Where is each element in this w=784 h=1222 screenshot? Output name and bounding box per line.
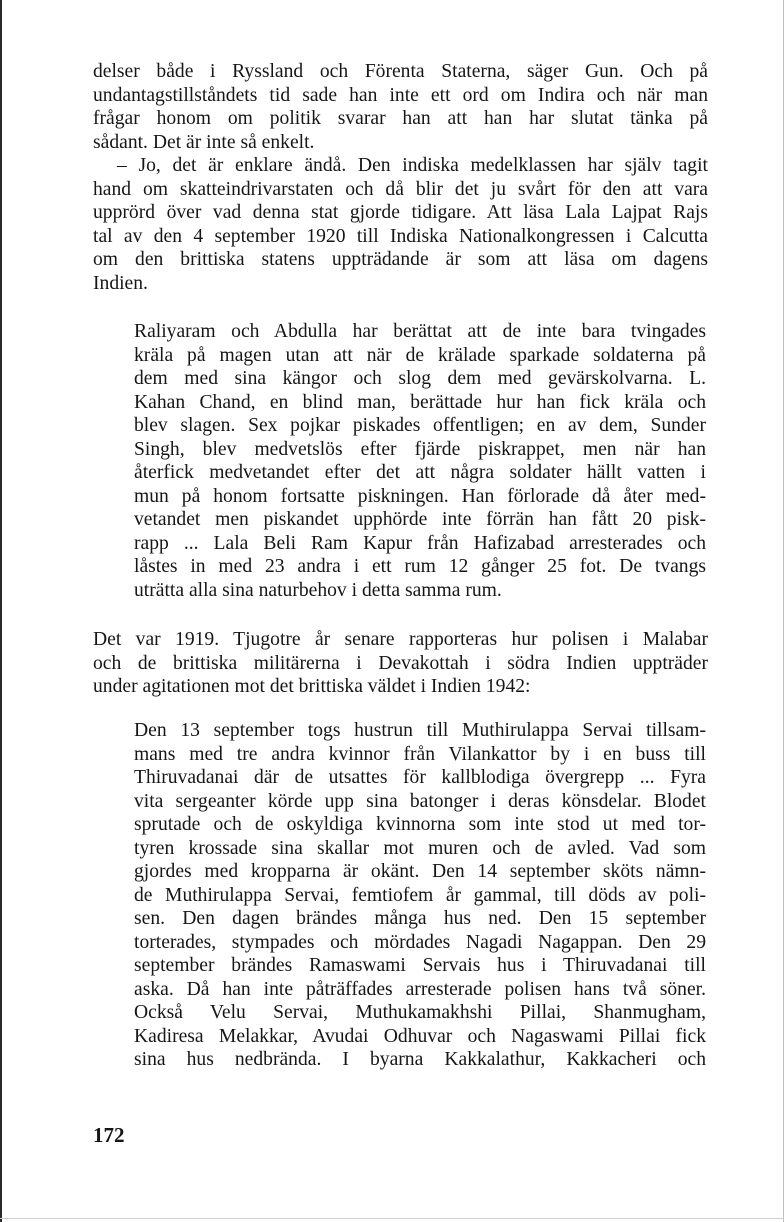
paragraph-2 [93,154,708,295]
text-line: hand om skatteindrivarstaten och då blir det ju svårt för den att vara [93,178,708,200]
text-line: mun på honom fortsatte piskningen. Han förlorade då åter med- [134,485,706,507]
text-line: Indien. [93,272,148,294]
text-line: de Muthirulappa Servai, femtiofem år gammal, till döds av poli- [134,884,706,906]
text-line: sådant. Det är inte så enkelt. [93,131,315,153]
text-line: sen. Den dagen brändes många hus ned. Den 15 september [134,908,706,929]
text-line: om den brittiska statens uppträdande är som att läsa om dagens [93,249,708,270]
paragraph-1 [93,60,708,154]
text-line: aska. Då han inte påträffades arresterade polisen hans två söner. [134,978,706,1000]
text-line: Den 13 september togs hustrun till Muthirulappa Servai tillsam- [134,720,706,741]
page-bottom-rule [0,1218,784,1219]
text-line: – Jo, det är enklare ändå. Den indiska medelklassen har själv tagit [117,155,708,176]
text-line: tyren krossade sina skallar mot muren och de avled. Vad som [134,837,706,859]
text-line: mans med tre andra kvinnor från Vilankattor by i en buss till [134,743,706,765]
paragraph-3 [93,628,708,699]
block-quote-2 [134,719,706,1072]
page-number: 172 [93,1123,125,1147]
text-line: återfick medvetandet efter det att några soldater hällt vatten i [134,462,706,483]
block-quote-1 [134,320,706,602]
text-line: Kahan Chand, en blind man, berättade hur han fick kräla och [134,391,706,413]
page-edge-left [0,0,2,1222]
text-line: sprutade och de oskyldiga kvinnorna som inte stod ut med tor- [134,814,706,835]
text-line: vita sergeanter körde upp sina batonger i deras könsdelar. Blodet [134,790,706,812]
text-line: Singh, blev medvetslös efter fjärde piskrappet, men när han [134,438,706,460]
text-line: och de brittiska militärerna i Devakottah i södra Indien uppträder [93,652,708,674]
text-line: uträtta alla sina naturbehov i detta samma rum. [134,579,502,601]
text-line: gjordes med kropparna är okänt. Den 14 september sköts nämn- [134,861,706,882]
text-line: sina hus nedbrända. I byarna Kakkalathur, Kakkacheri och [134,1049,706,1070]
text-line: tal av den 4 september 1920 till Indiska Nationalkongressen i Calcutta [93,225,708,247]
text-line: blev slagen. Sex pojkar piskades offentligen; en av dem, Sunder [134,415,706,436]
text-line: kräla på magen utan att när de krälade sparkade soldaterna på [134,344,706,366]
text-line: frågar honom om politik svarar han att han har slutat tänka på [93,108,708,129]
text-line: Också Velu Servai, Muthukamakhshi Pillai, Shanmugham, [134,1002,706,1023]
text-line: delser både i Ryssland och Förenta Staterna, säger Gun. Och på [93,61,708,82]
text-line: undantagstillståndets tid sade han inte ett ord om Indira och när man [93,84,708,106]
text-line: Kadiresa Melakkar, Avudai Odhuvar och Nagaswami Pillai fick [134,1025,706,1047]
text-line: torterades, stympades och mördades Nagadi Nagappan. Den 29 [134,931,706,953]
text-line: Thiruvadanai där de utsattes för kallblodiga övergrepp ... Fyra [134,767,706,788]
text-line: september brändes Ramaswami Servais hus i Thiruvadanai till [134,955,706,976]
text-line: under agitationen mot det brittiska väldet i Indien 1942: [93,676,531,697]
text-line: låstes in med 23 andra i ett rum 12 gånger 25 fot. De tvangs [134,556,706,577]
text-line: Det var 1919. Tjugotre år senare rapporteras hur polisen i Malabar [93,629,708,650]
text-line: vetandet men piskandet upphörde inte förrän han fått 20 pisk- [134,509,706,530]
text-line: rapp ... Lala Beli Ram Kapur från Hafizabad arresterades och [134,532,706,554]
text-line: dem med sina kängor och slog dem med gevärskolvarna. L. [134,368,706,389]
text-line: upprörd över vad denna stat gjorde tidigare. Att läsa Lala Lajpat Rajs [93,202,708,223]
text-line: Raliyaram och Abdulla har berättat att de inte bara tvingades [134,321,706,342]
